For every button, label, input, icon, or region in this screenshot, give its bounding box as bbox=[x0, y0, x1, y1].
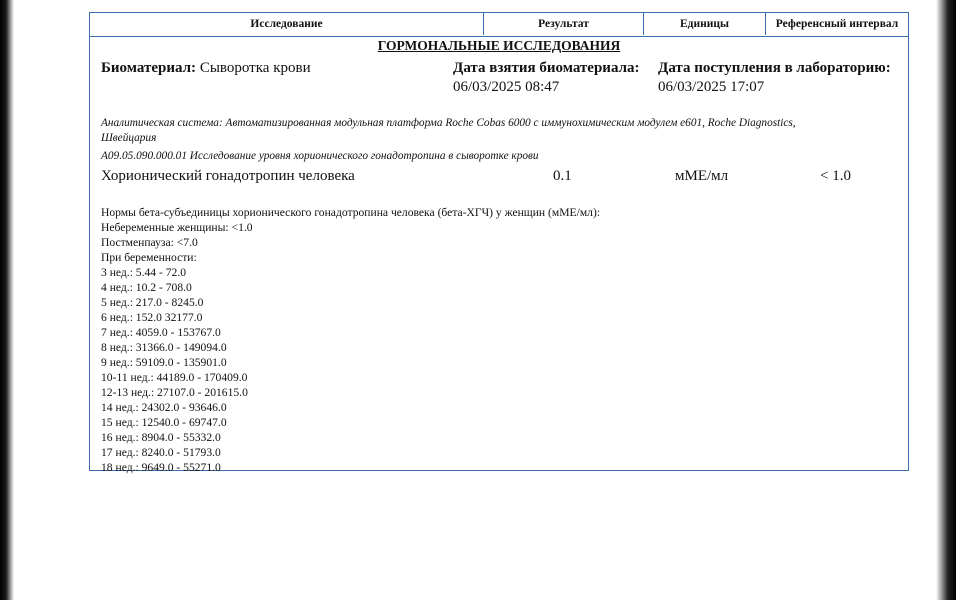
norm-week-item: 7 нед.: 4059.0 - 153767.0 bbox=[101, 326, 221, 339]
column-header-units: Единицы bbox=[643, 13, 765, 35]
photo-right-edge bbox=[936, 0, 956, 600]
column-header-study: Исследование bbox=[250, 18, 323, 30]
biomaterial-value: Сыворотка крови bbox=[199, 60, 311, 76]
sample-date-label: Дата взятия биоматериала: bbox=[453, 60, 640, 76]
norms-postmenopause: Постменпауза: <7.0 bbox=[101, 236, 198, 249]
section-title: ГОРМОНАЛЬНЫЕ ИССЛЕДОВАНИЯ bbox=[377, 38, 621, 53]
column-header-result: Результат bbox=[483, 13, 643, 35]
result-name: Хорионический гонадотропин человека bbox=[101, 168, 355, 184]
received-date-label: Дата поступления в лабораторию: bbox=[658, 60, 891, 76]
norm-week-item: 5 нед.: 217.0 - 8245.0 bbox=[101, 296, 204, 309]
norm-week-item: 3 нед.: 5.44 - 72.0 bbox=[101, 266, 187, 279]
column-header-reference: Референсный интервал bbox=[765, 13, 908, 35]
norm-week-item: 8 нед.: 31366.0 - 149094.0 bbox=[101, 341, 227, 354]
norm-week-item: 16 нед.: 8904.0 - 55332.0 bbox=[101, 431, 221, 444]
norm-week-item: 4 нед.: 10.2 - 708.0 bbox=[101, 281, 192, 294]
norm-week-item: 15 нед.: 12540.0 - 69747.0 bbox=[101, 416, 227, 429]
norm-week-item: 10-11 нед.: 44189.0 - 170409.0 bbox=[101, 371, 248, 384]
biomaterial bbox=[101, 60, 311, 77]
norm-week-item: 9 нед.: 59109.0 - 135901.0 bbox=[101, 356, 227, 369]
photo-left-edge bbox=[0, 0, 14, 600]
result-units: мМЕ/мл bbox=[675, 168, 729, 184]
received-date-value: 06/03/2025 17:07 bbox=[658, 79, 765, 95]
lab-report bbox=[89, 12, 909, 474]
norm-week-item: 12-13 нед.: 27107.0 - 201615.0 bbox=[101, 386, 248, 399]
test-code: A09.05.090.000.01 Исследование уровня хорионического гонадотропина в сыворотке крови bbox=[101, 150, 539, 162]
norm-week-item: 18 нед.: 9649.0 - 55271.0 bbox=[101, 461, 221, 474]
result-value: 0.1 bbox=[553, 168, 572, 184]
norms-block bbox=[101, 205, 600, 475]
norm-week-item: 6 нед.: 152.0 32177.0 bbox=[101, 311, 203, 324]
norms-non-pregnant: Небеременные женщины: <1.0 bbox=[101, 221, 253, 234]
analytic-system-line1: Аналитическая система: Автоматизированная модульная платформа Roche Cobas 6000 с иммунохимическим модулем е601, Roche Diagnostics, bbox=[101, 117, 796, 129]
norms-title: Нормы бета-субъединицы хорионического гонадотропина человека (бета-ХГЧ) у женщин (мМЕ/мл): bbox=[101, 206, 601, 219]
result-reference: < 1.0 bbox=[820, 168, 851, 184]
analytic-system-line2: Швейцария bbox=[101, 132, 157, 144]
table-header bbox=[90, 13, 908, 37]
norm-week-item: 14 нед.: 24302.0 - 93646.0 bbox=[101, 401, 227, 414]
norm-week-item: 17 нед.: 8240.0 - 51793.0 bbox=[101, 446, 221, 459]
biomaterial-label: Биоматериал: bbox=[101, 60, 197, 76]
norms-pregnancy-title: При беременности: bbox=[101, 251, 197, 264]
sample-date-value: 06/03/2025 08:47 bbox=[453, 79, 560, 95]
